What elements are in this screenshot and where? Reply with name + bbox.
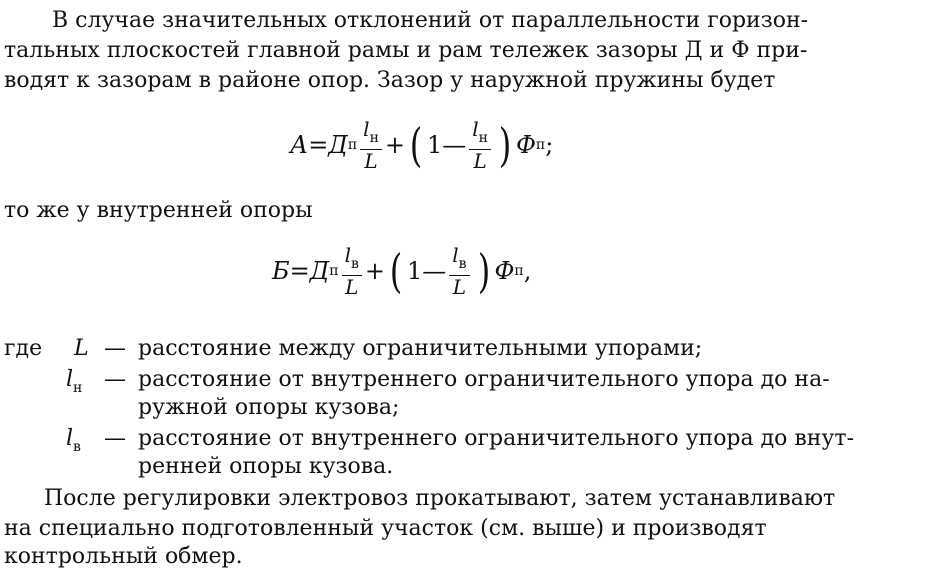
def-3-term: l: [66, 426, 74, 451]
def-1-text: расстояние между ограничительными упорами;: [138, 336, 703, 361]
eq-b-close-paren: ): [477, 244, 490, 298]
equation-b: [272, 238, 531, 304]
def-2-sub: н: [73, 380, 83, 396]
def-3-term-group: [66, 424, 81, 462]
def-1-dash: —: [104, 336, 126, 361]
paragraph-3-line-3: контрольный обмер.: [4, 544, 243, 569]
eq-b-minus: —: [422, 257, 447, 285]
eq-b-fraction-2: [449, 244, 469, 298]
eq-a-d-sub: п: [347, 137, 358, 153]
eq-b-lhs: Б: [272, 257, 290, 285]
eq-a-f: Ф: [515, 131, 536, 159]
eq-a-plus: +: [384, 131, 406, 159]
eq-a-fraction-2: [469, 118, 491, 172]
def-3-text-2: ренней опоры кузова.: [138, 454, 394, 479]
eq-a-num1: l: [363, 117, 370, 141]
paragraph-3-line-2: на специально подготовленный участок (см. выше) и производят: [4, 516, 767, 541]
eq-b-f-sub: п: [514, 263, 524, 279]
def-3-sub: в: [73, 439, 81, 455]
eq-a-den2: L: [473, 149, 487, 173]
where-label: где: [4, 336, 43, 361]
eq-b-num2-sub: в: [458, 256, 467, 272]
def-1-term: L: [74, 336, 89, 361]
def-2-term-group: [66, 365, 82, 403]
eq-b-den1: L: [345, 275, 359, 299]
eq-a-fraction-1: [360, 118, 382, 172]
paragraph-line-3: водят к зазорам в районе опор. Зазор у наружной пружины будет: [4, 68, 776, 93]
def-3-text-1: расстояние от внутреннего ограничительного упора до внут-: [138, 426, 855, 451]
eq-b-num1: l: [344, 243, 352, 267]
def-3-dash: —: [104, 426, 126, 451]
eq-b-den2: L: [452, 275, 467, 299]
eq-a-one: 1: [426, 131, 443, 159]
def-2-term: l: [66, 367, 74, 392]
eq-a-minus: —: [442, 131, 467, 159]
eq-a-num2: l: [472, 117, 479, 141]
eq-a-end: ;: [545, 131, 554, 159]
eq-a-close-paren: ): [498, 118, 512, 172]
eq-b-fraction-1: [342, 244, 362, 298]
paragraph-line-2: тальных плоскостей главной рамы и рам тележек зазоры Д и Ф при-: [4, 38, 808, 63]
paragraph-2: то же у внутренней опоры: [4, 198, 313, 223]
eq-b-d-sub: п: [329, 263, 339, 279]
eq-b-one: 1: [406, 257, 423, 285]
equation-a: [290, 112, 553, 178]
def-2-text-1: расстояние от внутреннего ограничительного упора до на-: [138, 367, 830, 392]
eq-b-d: Д: [309, 257, 330, 285]
eq-b-f: Ф: [494, 257, 515, 285]
eq-a-open-paren: (: [409, 118, 423, 172]
def-2-text-2: ружной опоры кузова;: [138, 395, 400, 420]
paragraph-3-line-1: После регулировки электровоз прокатывают, затем устанавливают: [44, 486, 836, 511]
eq-a-den1: L: [364, 149, 378, 173]
eq-b-end: ,: [523, 257, 532, 285]
def-2-dash: —: [104, 367, 126, 392]
eq-a-f-sub: п: [535, 137, 546, 153]
eq-a-num1-sub: н: [369, 130, 379, 146]
eq-a-lhs: А: [290, 131, 309, 159]
eq-a-num2-sub: н: [478, 130, 488, 146]
eq-a-d: Д: [328, 131, 348, 159]
eq-b-plus: +: [364, 257, 386, 285]
eq-b-num1-sub: в: [351, 256, 359, 272]
eq-b-open-paren: (: [389, 244, 403, 298]
eq-b-num2: l: [452, 243, 459, 267]
eq-b-equals: =: [289, 257, 310, 285]
eq-a-equals: =: [308, 131, 329, 159]
paragraph-line-1: В случае значительных отклонений от параллельности горизон-: [52, 8, 809, 33]
